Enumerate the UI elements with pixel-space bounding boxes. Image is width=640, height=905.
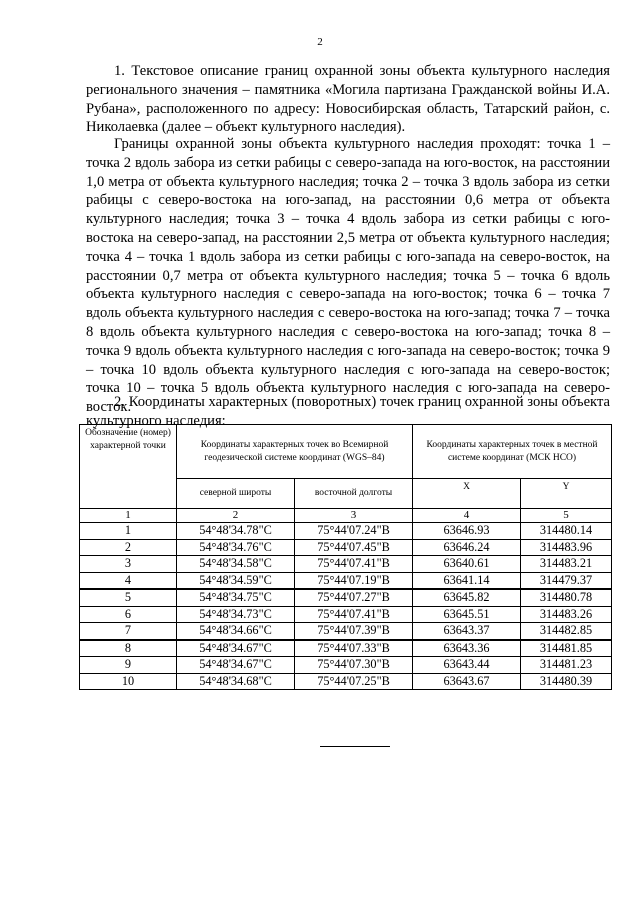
end-of-document-line (320, 746, 390, 747)
x-cell: 63646.93 (413, 523, 521, 540)
latitude-cell: 54°48'34.58"С (177, 556, 295, 573)
header-x: X (413, 479, 521, 509)
longitude-cell: 75°44'07.24"В (295, 523, 413, 540)
table-row (80, 523, 612, 540)
x-cell: 63641.14 (413, 572, 521, 589)
latitude-cell: 54°48'34.67"С (177, 657, 295, 674)
point-number: 6 (80, 606, 177, 623)
latitude-cell: 54°48'34.75"С (177, 589, 295, 606)
y-cell: 314483.96 (521, 539, 612, 556)
table-row (80, 640, 612, 657)
latitude-cell: 54°48'34.76"С (177, 539, 295, 556)
table-row (80, 556, 612, 573)
latitude-cell: 54°48'34.66"С (177, 623, 295, 640)
longitude-cell: 75°44'07.25"В (295, 673, 413, 690)
table-row (80, 673, 612, 690)
longitude-cell: 75°44'07.19"В (295, 572, 413, 589)
point-number: 8 (80, 640, 177, 657)
x-cell: 63643.36 (413, 640, 521, 657)
y-cell: 314480.39 (521, 673, 612, 690)
coordinates-table (79, 424, 612, 690)
paragraph-zone-description-intro: 1. Текстовое описание границ охранной зоны объекта культурного наследия регионального значения – памятника «Могила партизана Гражданской войны И.А. Рубана», расположенного по адресу: Новосибирская область, Татарский район, с. Николаевка (далее – объект культурного наследия). (86, 63, 610, 136)
x-cell: 63643.67 (413, 673, 521, 690)
point-number: 2 (80, 539, 177, 556)
header-msk-group: Координаты характерных точек в местной системе координат (МСК НСО) (413, 425, 612, 479)
point-number: 9 (80, 657, 177, 674)
x-cell: 63645.82 (413, 589, 521, 606)
y-cell: 314480.78 (521, 589, 612, 606)
y-cell: 314483.26 (521, 606, 612, 623)
latitude-cell: 54°48'34.59"С (177, 572, 295, 589)
longitude-cell: 75°44'07.39"В (295, 623, 413, 640)
table-row (80, 572, 612, 589)
point-number: 3 (80, 556, 177, 573)
x-cell: 63640.61 (413, 556, 521, 573)
x-cell: 63646.24 (413, 539, 521, 556)
page-number: 2 (317, 36, 323, 48)
point-number: 4 (80, 572, 177, 589)
longitude-cell: 75°44'07.27"В (295, 589, 413, 606)
y-cell: 314481.85 (521, 640, 612, 657)
header-designation: Обозначение (номер) характерной точки (80, 425, 177, 509)
table-row (80, 657, 612, 674)
longitude-cell: 75°44'07.30"В (295, 657, 413, 674)
table-row (80, 623, 612, 640)
x-cell: 63645.51 (413, 606, 521, 623)
column-number: 4 (413, 509, 521, 523)
paragraph-zone-boundaries: Границы охранной зоны объекта культурного наследия проходят: точка 1 – точка 2 вдоль забора из сетки рабицы с северо-запада на юго-восток, на расстоянии 1,0 метра от объекта культурного наследия; точка 2 – точка 3 вдоль забора из сетки рабицы с северо-востока на юго-запад, на расстоянии 0,6 метра от объекта культурного наследия; точка 3 – точка 4 вдоль забора из сетки рабицы с юго-востока на северо-запад, на расстоянии 2,5 метра от объекта культурного наследия; точка 4 – точка 1 вдоль забора из сетки рабицы с юго-запада на северо-восток, на расстоянии 0,7 метра от объекта культурного наследия; точка 5 – точка 6 вдоль объекта культурного наследия с северо-запада на юго-восток; точка 6 – точка 7 вдоль объекта культурного наследия с северо-востока на юго-запад; точка 7 – точка 8 вдоль объекта культурного наследия с северо-востока на юго-запад; точка 8 – точка 9 вдоль объекта культурного наследия с юго-запада на северо-восток; точка 9 – точка 10 вдоль объекта культурного наследия с юго-запада на северо-восток; точка 10 – точка 5 вдоль объекта культурного наследия с юго-запада на северо-восток. (86, 136, 610, 416)
column-number: 5 (521, 509, 612, 523)
column-number: 2 (177, 509, 295, 523)
table-row (80, 539, 612, 556)
x-cell: 63643.44 (413, 657, 521, 674)
header-wgs-group: Координаты характерных точек во Всемирной геодезической системе координат (WGS–84) (177, 425, 413, 479)
latitude-cell: 54°48'34.73"С (177, 606, 295, 623)
header-y: Y (521, 479, 612, 509)
point-number: 5 (80, 589, 177, 606)
table-row (80, 589, 612, 606)
header-east-longitude: восточной долготы (295, 479, 413, 509)
paragraph-coordinates-intro: 2. Координаты характерных (поворотных) точек границ охранной зоны объекта культурного наследия: (86, 394, 610, 429)
longitude-cell: 75°44'07.33"В (295, 640, 413, 657)
table-row (80, 606, 612, 623)
x-cell: 63643.37 (413, 623, 521, 640)
point-number: 1 (80, 523, 177, 540)
column-number: 3 (295, 509, 413, 523)
y-cell: 314479.37 (521, 572, 612, 589)
y-cell: 314481.23 (521, 657, 612, 674)
point-number: 10 (80, 673, 177, 690)
point-number: 7 (80, 623, 177, 640)
y-cell: 314483.21 (521, 556, 612, 573)
latitude-cell: 54°48'34.67"С (177, 640, 295, 657)
longitude-cell: 75°44'07.41"В (295, 556, 413, 573)
column-number: 1 (80, 509, 177, 523)
longitude-cell: 75°44'07.45"В (295, 539, 413, 556)
y-cell: 314482.85 (521, 623, 612, 640)
y-cell: 314480.14 (521, 523, 612, 540)
latitude-cell: 54°48'34.68"С (177, 673, 295, 690)
longitude-cell: 75°44'07.41"В (295, 606, 413, 623)
header-north-latitude: северной широты (177, 479, 295, 509)
latitude-cell: 54°48'34.78"С (177, 523, 295, 540)
